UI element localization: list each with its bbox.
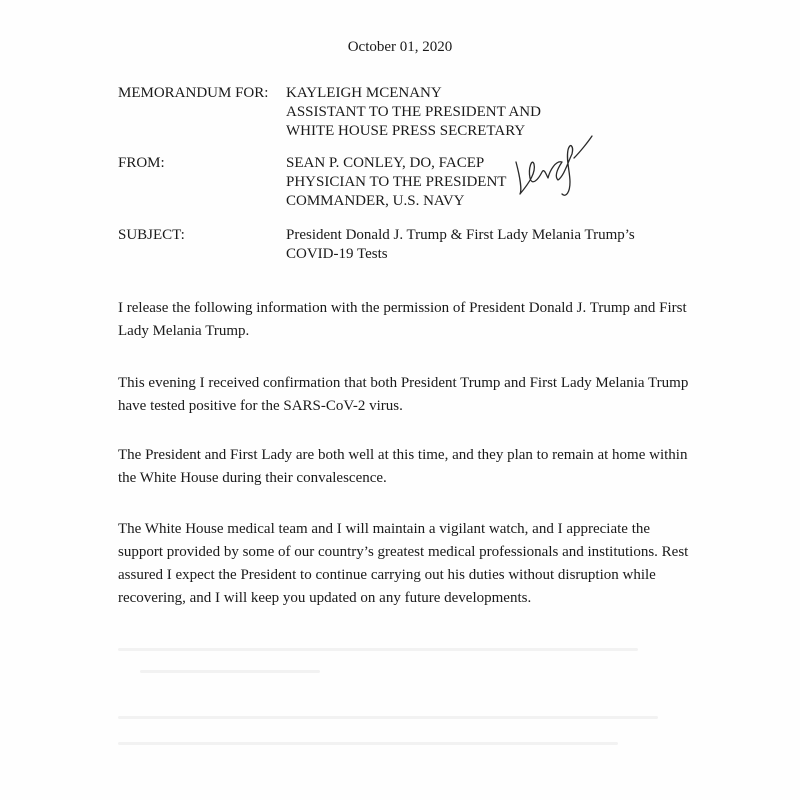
recipient-title-1: ASSISTANT TO THE PRESIDENT AND xyxy=(286,104,541,120)
recipient-title-2: WHITE HOUSE PRESS SECRETARY xyxy=(286,123,526,139)
bleed-through-mark xyxy=(118,742,618,745)
subject-label: SUBJECT: xyxy=(118,227,185,243)
bleed-through-mark xyxy=(140,670,320,673)
bleed-through-mark xyxy=(118,648,638,651)
handwritten-signature xyxy=(508,132,598,202)
from-label: FROM: xyxy=(118,155,165,171)
subject-text xyxy=(286,226,726,264)
memorandum-for-recipient xyxy=(286,84,726,141)
paragraph-permission: I release the following information with the permission of President Donald J. Trump and First Lady Melania Trump. xyxy=(118,300,687,339)
paragraph-outlook: The White House medical team and I will maintain a vigilant watch, and I appreciate the support provided by some of our country’s greatest medical professionals and institutions. Rest assured I expect the President to continue carrying out his duties without disruption while recovering, and I will keep you updated on any future developments. xyxy=(118,521,689,606)
memo-date: October 01, 2020 xyxy=(347,39,453,55)
recipient-name: KAYLEIGH MCENANY xyxy=(286,85,442,101)
paragraph-confirmation: This evening I received confirmation that both President Trump and First Lady Melania Trump have tested positive for the SARS-CoV-2 virus. xyxy=(118,375,689,414)
sender-title-2: COMMANDER, U.S. NAVY xyxy=(286,193,465,209)
subject-line-1: President Donald J. Trump & First Lady Melania Trump’s xyxy=(286,227,635,243)
memorandum-for-label: MEMORANDUM FOR: xyxy=(118,85,269,101)
sender-name: SEAN P. CONLEY, DO, FACEP xyxy=(286,155,485,171)
sender-title-1: PHYSICIAN TO THE PRESIDENT xyxy=(286,174,507,190)
bleed-through-mark xyxy=(118,716,658,719)
paragraph-status: The President and First Lady are both well at this time, and they plan to remain at home within the White House during their convalescence. xyxy=(118,447,688,486)
subject-line-2: COVID-19 Tests xyxy=(286,246,388,262)
from-sender xyxy=(286,154,726,211)
